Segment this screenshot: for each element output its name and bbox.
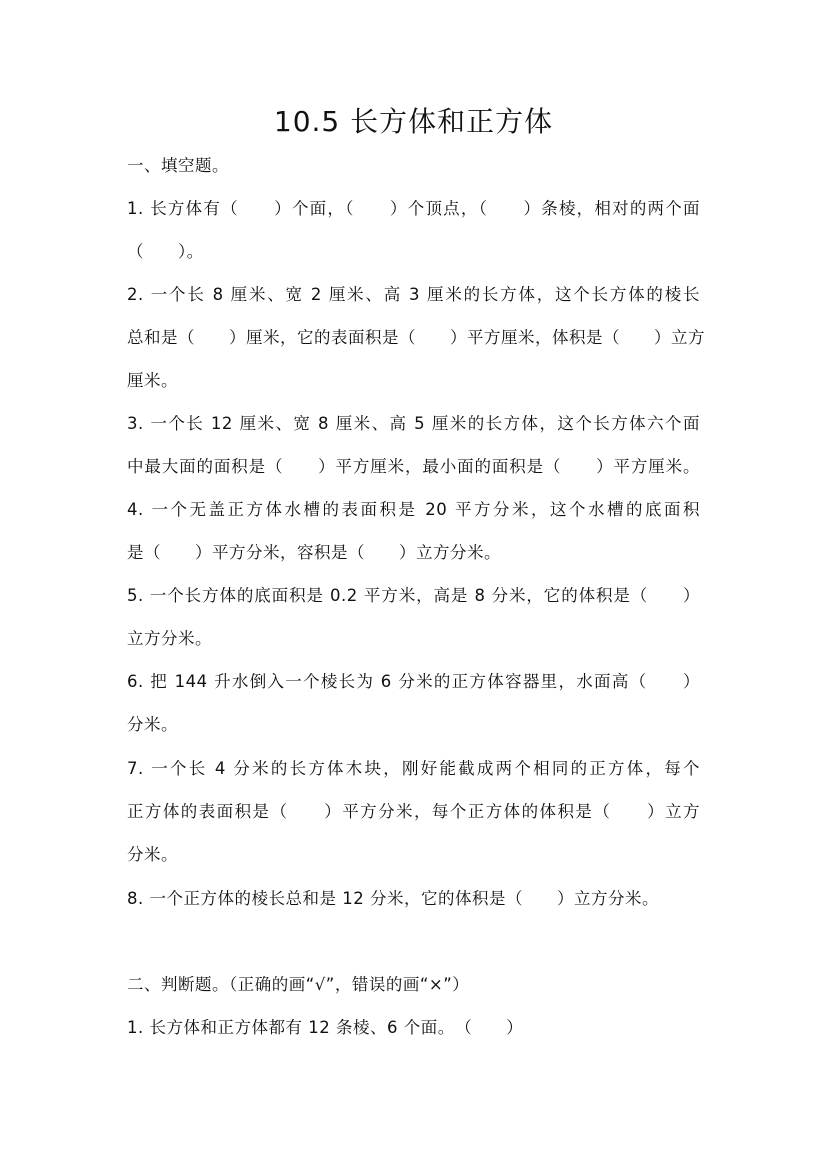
question-line: 分米。: [127, 715, 178, 734]
section-heading-true-false: 二、判断题。（正确的画“√”，错误的画“×”）: [127, 975, 470, 994]
question-line: 7. 一个长 4 分米的长方体木块，刚好能截成两个相同的正方体，每个: [127, 759, 700, 778]
question-line: 中最大面的面积是（ ）平方厘米，最小面的面积是（ ）平方厘米。: [127, 457, 700, 476]
question-line: 5. 一个长方体的底面积是 0.2 平方米，高是 8 分米，它的体积是（ ）: [127, 586, 700, 605]
section-heading-fill-in: 一、填空题。: [127, 156, 229, 175]
question-line: 1. 长方体和正方体都有 12 条棱、6 个面。 （ ）: [127, 1018, 524, 1037]
question-line: 6. 把 144 升水倒入一个棱长为 6 分米的正方体容器里，水面高（ ）: [127, 672, 700, 691]
question-line: 2. 一个长 8 厘米、宽 2 厘米、高 3 厘米的长方体，这个长方体的棱长: [127, 285, 700, 304]
question-line: 8. 一个正方体的棱长总和是 12 分米，它的体积是（ ）立方分米。: [127, 889, 659, 908]
question-line: 1. 长方体有（ ）个面，（ ）个顶点，（ ）条棱，相对的两个面: [127, 199, 700, 218]
question-line: 总和是（ ）厘米，它的表面积是（ ）平方厘米，体积是（ ）立方: [127, 328, 705, 347]
question-line: 立方分米。: [127, 629, 212, 648]
question-line: 是（ ）平方分米，容积是（ ）立方分米。: [127, 543, 501, 562]
question-line: 正方体的表面积是（ ）平方分米，每个正方体的体积是（ ）立方: [127, 802, 700, 821]
question-line: 厘米。: [127, 371, 178, 390]
question-line: 3. 一个长 12 厘米、宽 8 厘米、高 5 厘米的长方体，这个长方体六个面: [127, 414, 700, 433]
page-title: 10.5 长方体和正方体: [273, 105, 554, 138]
question-line: 4. 一个无盖正方体水槽的表面积是 20 平方分米，这个水槽的底面积: [127, 500, 700, 519]
question-line: （ ）。: [127, 242, 204, 261]
question-line: 分米。: [127, 845, 178, 864]
